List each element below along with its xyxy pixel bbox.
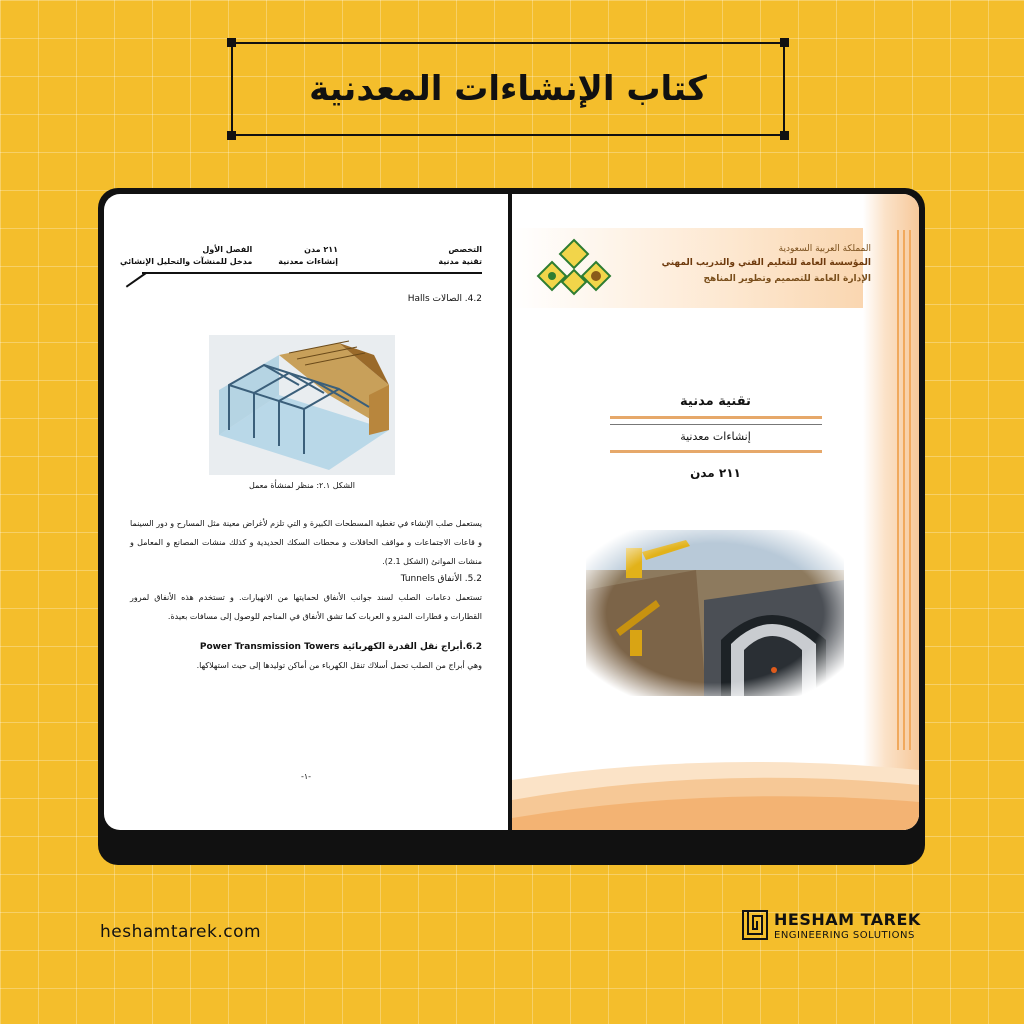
cover-bottom-wave xyxy=(512,740,919,830)
corner-marker xyxy=(227,131,236,140)
cover-stripe xyxy=(897,230,899,750)
section-halls-heading: 4.2. الصالات Halls xyxy=(407,294,482,304)
brand-maze-icon xyxy=(742,910,768,940)
section-towers-heading: 6.2.أبراج نقل القدرة الكهربائية Power Transmission Towers xyxy=(199,642,482,652)
hall-structure-illustration xyxy=(209,335,395,475)
title-rule-thin xyxy=(610,424,822,425)
title-rule-top xyxy=(610,416,822,419)
corner-marker xyxy=(227,38,236,47)
page-number: -١- xyxy=(300,772,312,781)
header-specialty xyxy=(438,244,482,268)
figure-caption: الشكل ٢.١: منظر لمنشأة معمل xyxy=(248,481,356,490)
header-rule xyxy=(142,272,482,274)
tunnel-photo-illustration xyxy=(586,530,844,696)
org-line-country: المملكة العربية السعودية xyxy=(778,244,871,254)
page-title: كتاب الإنشاءات المعدنية xyxy=(309,69,707,109)
paragraph-tunnels: تستعمل دعامات الصلب لسند جوانب الأنفاق لحمايتها من الانهيارات. و تستخدم هذه الأنفاق لمرور القطارات و قطارات المترو و العربات كما تشق الأنفاق في المناجم للوصول إلى مسافات بعيدة. xyxy=(130,593,482,621)
org-line-department: الإدارة العامة للتصميم وتطوير المناهج xyxy=(703,274,871,284)
title-box xyxy=(231,42,785,136)
tunnel-construction-photo xyxy=(586,530,844,696)
header-specialty-value: تقنية مدنية xyxy=(438,257,482,266)
brand-tagline: ENGINEERING SOLUTIONS xyxy=(774,930,915,941)
header-chapter-value: مدخل للمنشآت والتحليل الإنشائي xyxy=(120,257,253,266)
corner-marker xyxy=(780,131,789,140)
header-course xyxy=(278,244,338,268)
paragraph-towers: وهي أبراج من الصلب تحمل أسلاك تنقل الكهرباء من أماكن توليدها إلى حيث استهلاكها. xyxy=(196,661,482,670)
header-rule-diagonal xyxy=(126,272,147,287)
cover-title-sub: إنشاءات معدنية xyxy=(680,430,751,443)
org-line-institution: المؤسسة العامة للتعليم الفني والتدريب المهني xyxy=(661,258,871,268)
left-page xyxy=(104,194,508,830)
institution-logo-emblem xyxy=(534,238,614,298)
header-chapter-label: الفصل الأول xyxy=(202,245,253,254)
header-course-label: ٢١١ مدن xyxy=(304,245,338,254)
brand-name: HESHAM TAREK xyxy=(774,910,921,929)
cover-course-code: ٢١١ مدن xyxy=(690,466,741,480)
cover-stripe xyxy=(909,230,911,750)
brand-logo xyxy=(742,910,921,944)
paragraph-halls: يستعمل صلب الإنشاء في تغطية المسطحات الكبيرة و التي تلزم لأغراض معينة مثل المسارح و دور السينما و قاعات الاجتماعات و مواقف الحافلات و محطات السكك الحديدية و كذلك منشات المصانع و المعامل و منشات الموانئ (الشكل 2.1). xyxy=(130,519,482,566)
header-course-value: إنشاءات معدنية xyxy=(278,257,338,266)
website-link[interactable]: heshamtarek.com xyxy=(100,922,262,942)
header-specialty-label: التخصص xyxy=(448,245,482,254)
corner-marker xyxy=(780,38,789,47)
title-rule-bottom xyxy=(610,450,822,453)
hall-structure-figure xyxy=(209,335,395,475)
header-chapter xyxy=(120,244,252,268)
right-page-cover xyxy=(512,194,919,830)
cover-stripe xyxy=(903,230,905,750)
section-tunnels-heading: 5.2. الأنفاق Tunnels xyxy=(400,574,482,584)
cover-title-main: تقنية مدنية xyxy=(680,394,751,409)
